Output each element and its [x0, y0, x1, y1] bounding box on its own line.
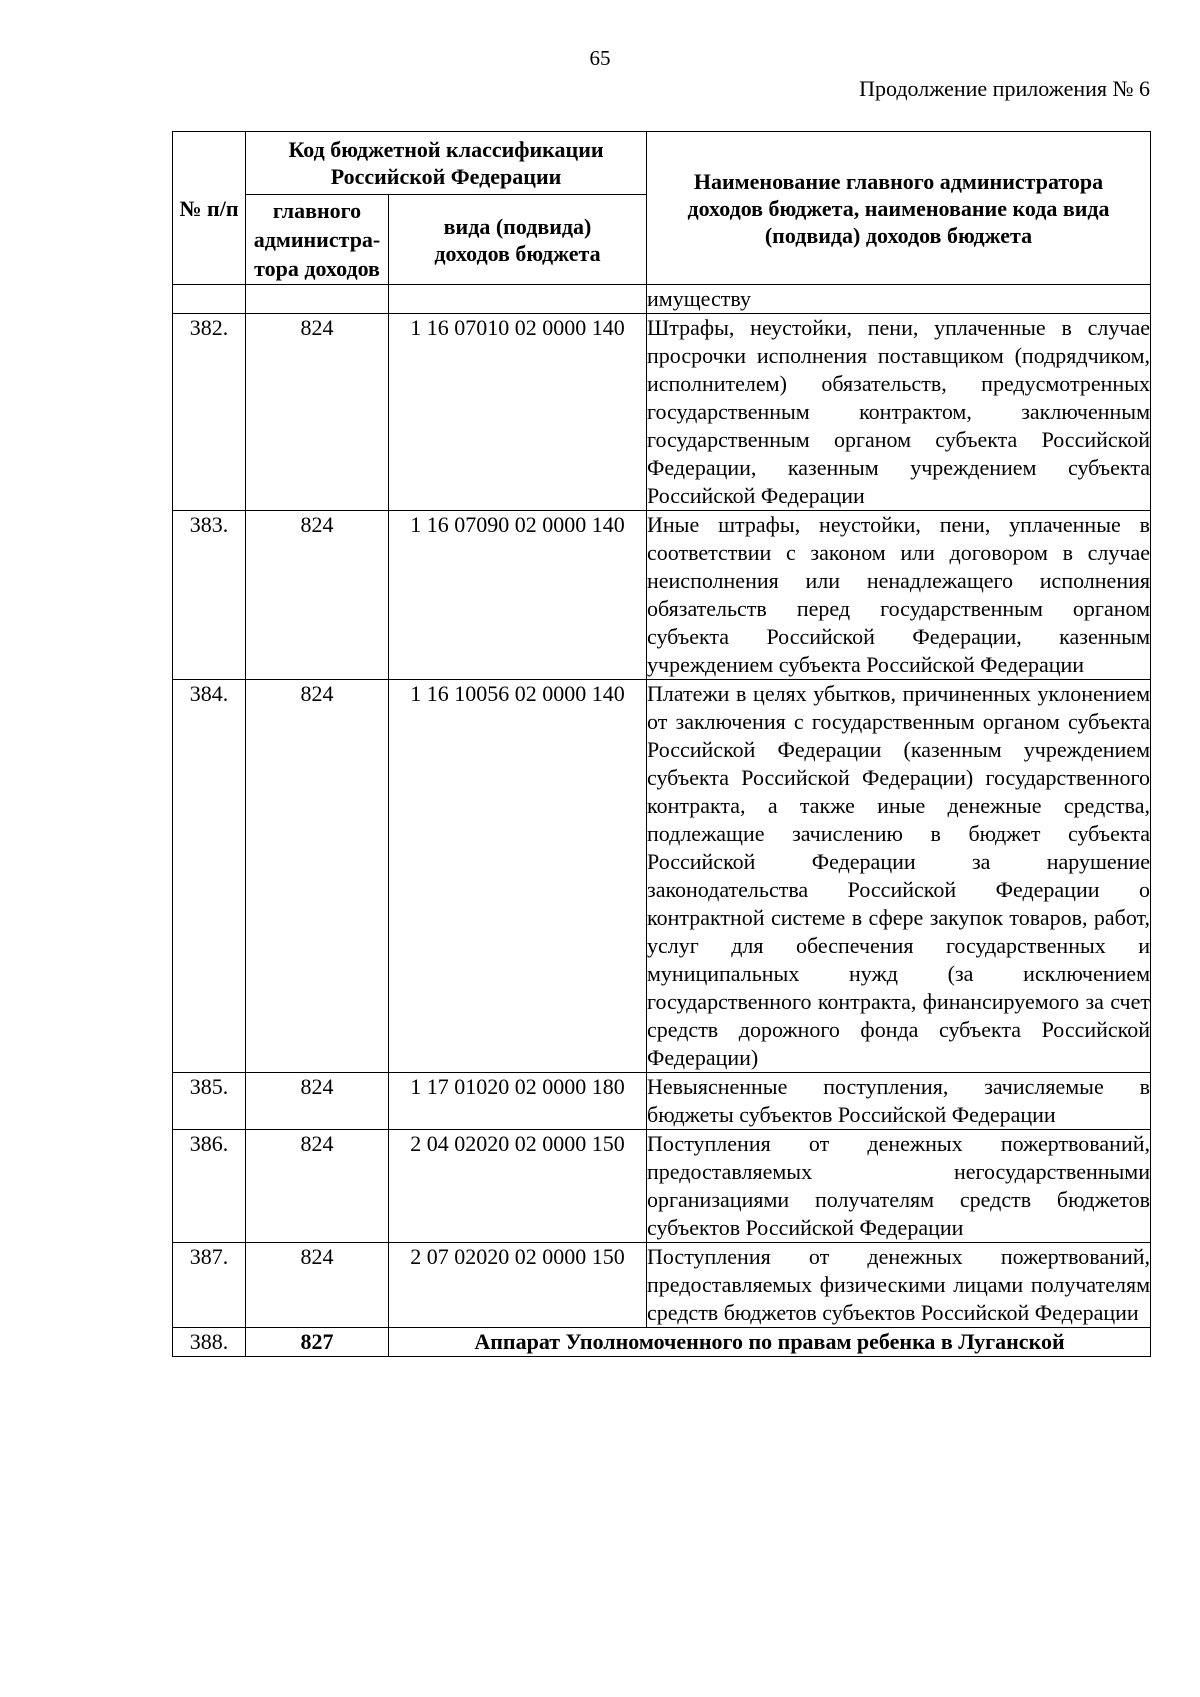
row-admin-code: 824 [246, 1130, 389, 1243]
row-num: 385. [173, 1073, 246, 1130]
table-row [173, 1328, 1151, 1357]
table-row [173, 1073, 1151, 1130]
row-income-code: 1 16 10056 02 0000 140 [389, 680, 647, 1073]
row-name: Штрафы, неустойки, пени, уплаченные в случае просрочки исполнения поставщиком (подрядчиком, исполнителем) обязательств, предусмотренных государственным контрактом, заключенным государственным органом субъекта Российской Федерации, казенным учреждением субъекта Российской Федерации [647, 314, 1151, 511]
row-admin-code: 824 [246, 1073, 389, 1130]
row-admin-code: 824 [246, 680, 389, 1073]
row-num: 384. [173, 680, 246, 1073]
row-admin-code [246, 285, 389, 314]
row-num: 383. [173, 511, 246, 680]
row-income-code: 2 07 02020 02 0000 150 [389, 1243, 647, 1328]
row-administrator-title: Аппарат Уполномоченного по правам ребенка в Луганской [389, 1328, 1151, 1357]
row-income-code: 2 04 02020 02 0000 150 [389, 1130, 647, 1243]
row-name: Поступления от денежных пожертвований, предоставляемых физическими лицами получателям средств бюджетов субъектов Российской Федерации [647, 1243, 1151, 1328]
row-income-code: 1 17 01020 02 0000 180 [389, 1073, 647, 1130]
row-income-code: 1 16 07010 02 0000 140 [389, 314, 647, 511]
table-row [173, 1130, 1151, 1243]
row-name: имуществу [647, 285, 1151, 314]
row-name: Платежи в целях убытков, причиненных уклонением от заключения с государственным органом субъекта Российской Федерации (казенным учреждением субъекта Российской Федерации) государственного контракта, а также иные денежные средства, подлежащие зачислению в бюджет субъекта Российской Федерации за нарушение законодательства Российской Федерации о контрактной системе в сфере закупок товаров, работ, услуг для обеспечения государственных и муниципальных нужд (за исключением государственного контракта, финансируемого за счет средств дорожного фонда субъекта Российской Федерации) [647, 680, 1151, 1073]
row-name: Поступления от денежных пожертвований, предоставляемых негосударственными организациями получателям средств бюджетов субъектов Российской Федерации [647, 1130, 1151, 1243]
row-num: 387. [173, 1243, 246, 1328]
row-num: 388. [173, 1328, 246, 1357]
row-num: 382. [173, 314, 246, 511]
page-number: 65 [589, 46, 611, 70]
table-row [173, 511, 1151, 680]
row-name: Иные штрафы, неустойки, пени, уплаченные в соответствии с законом или договором в случае неисполнения или ненадлежащего исполнения обязательств перед государственным органом субъекта Российской Федерации, казенным учреждением субъекта Российской Федерации [647, 511, 1151, 680]
row-num: 386. [173, 1130, 246, 1243]
row-admin-code: 824 [246, 314, 389, 511]
header-admin: главного администра-тора доходов [246, 195, 389, 285]
table-row [173, 285, 1151, 314]
row-income-code [389, 285, 647, 314]
row-admin-code: 824 [246, 511, 389, 680]
row-num [173, 285, 246, 314]
table-row [173, 314, 1151, 511]
header-num: № п/п [173, 132, 246, 285]
row-admin-code: 824 [246, 1243, 389, 1328]
row-income-code: 1 16 07090 02 0000 140 [389, 511, 647, 680]
continuation-label: Продолжение приложения № 6 [859, 76, 1150, 101]
table-row [173, 1243, 1151, 1328]
budget-classification-table [172, 131, 1151, 1357]
header-kbk-group: Код бюджетной классификации Российской Федерации [246, 132, 647, 195]
header-type: вида (подвида) доходов бюджета [389, 195, 647, 285]
table-row [173, 680, 1151, 1073]
header-name: Наименование главного администратора доходов бюджета, наименование кода вида (подвида) доходов бюджета [647, 132, 1151, 285]
row-admin-code: 827 [246, 1328, 389, 1357]
row-name: Невыясненные поступления, зачисляемые в бюджеты субъектов Российской Федерации [647, 1073, 1151, 1130]
